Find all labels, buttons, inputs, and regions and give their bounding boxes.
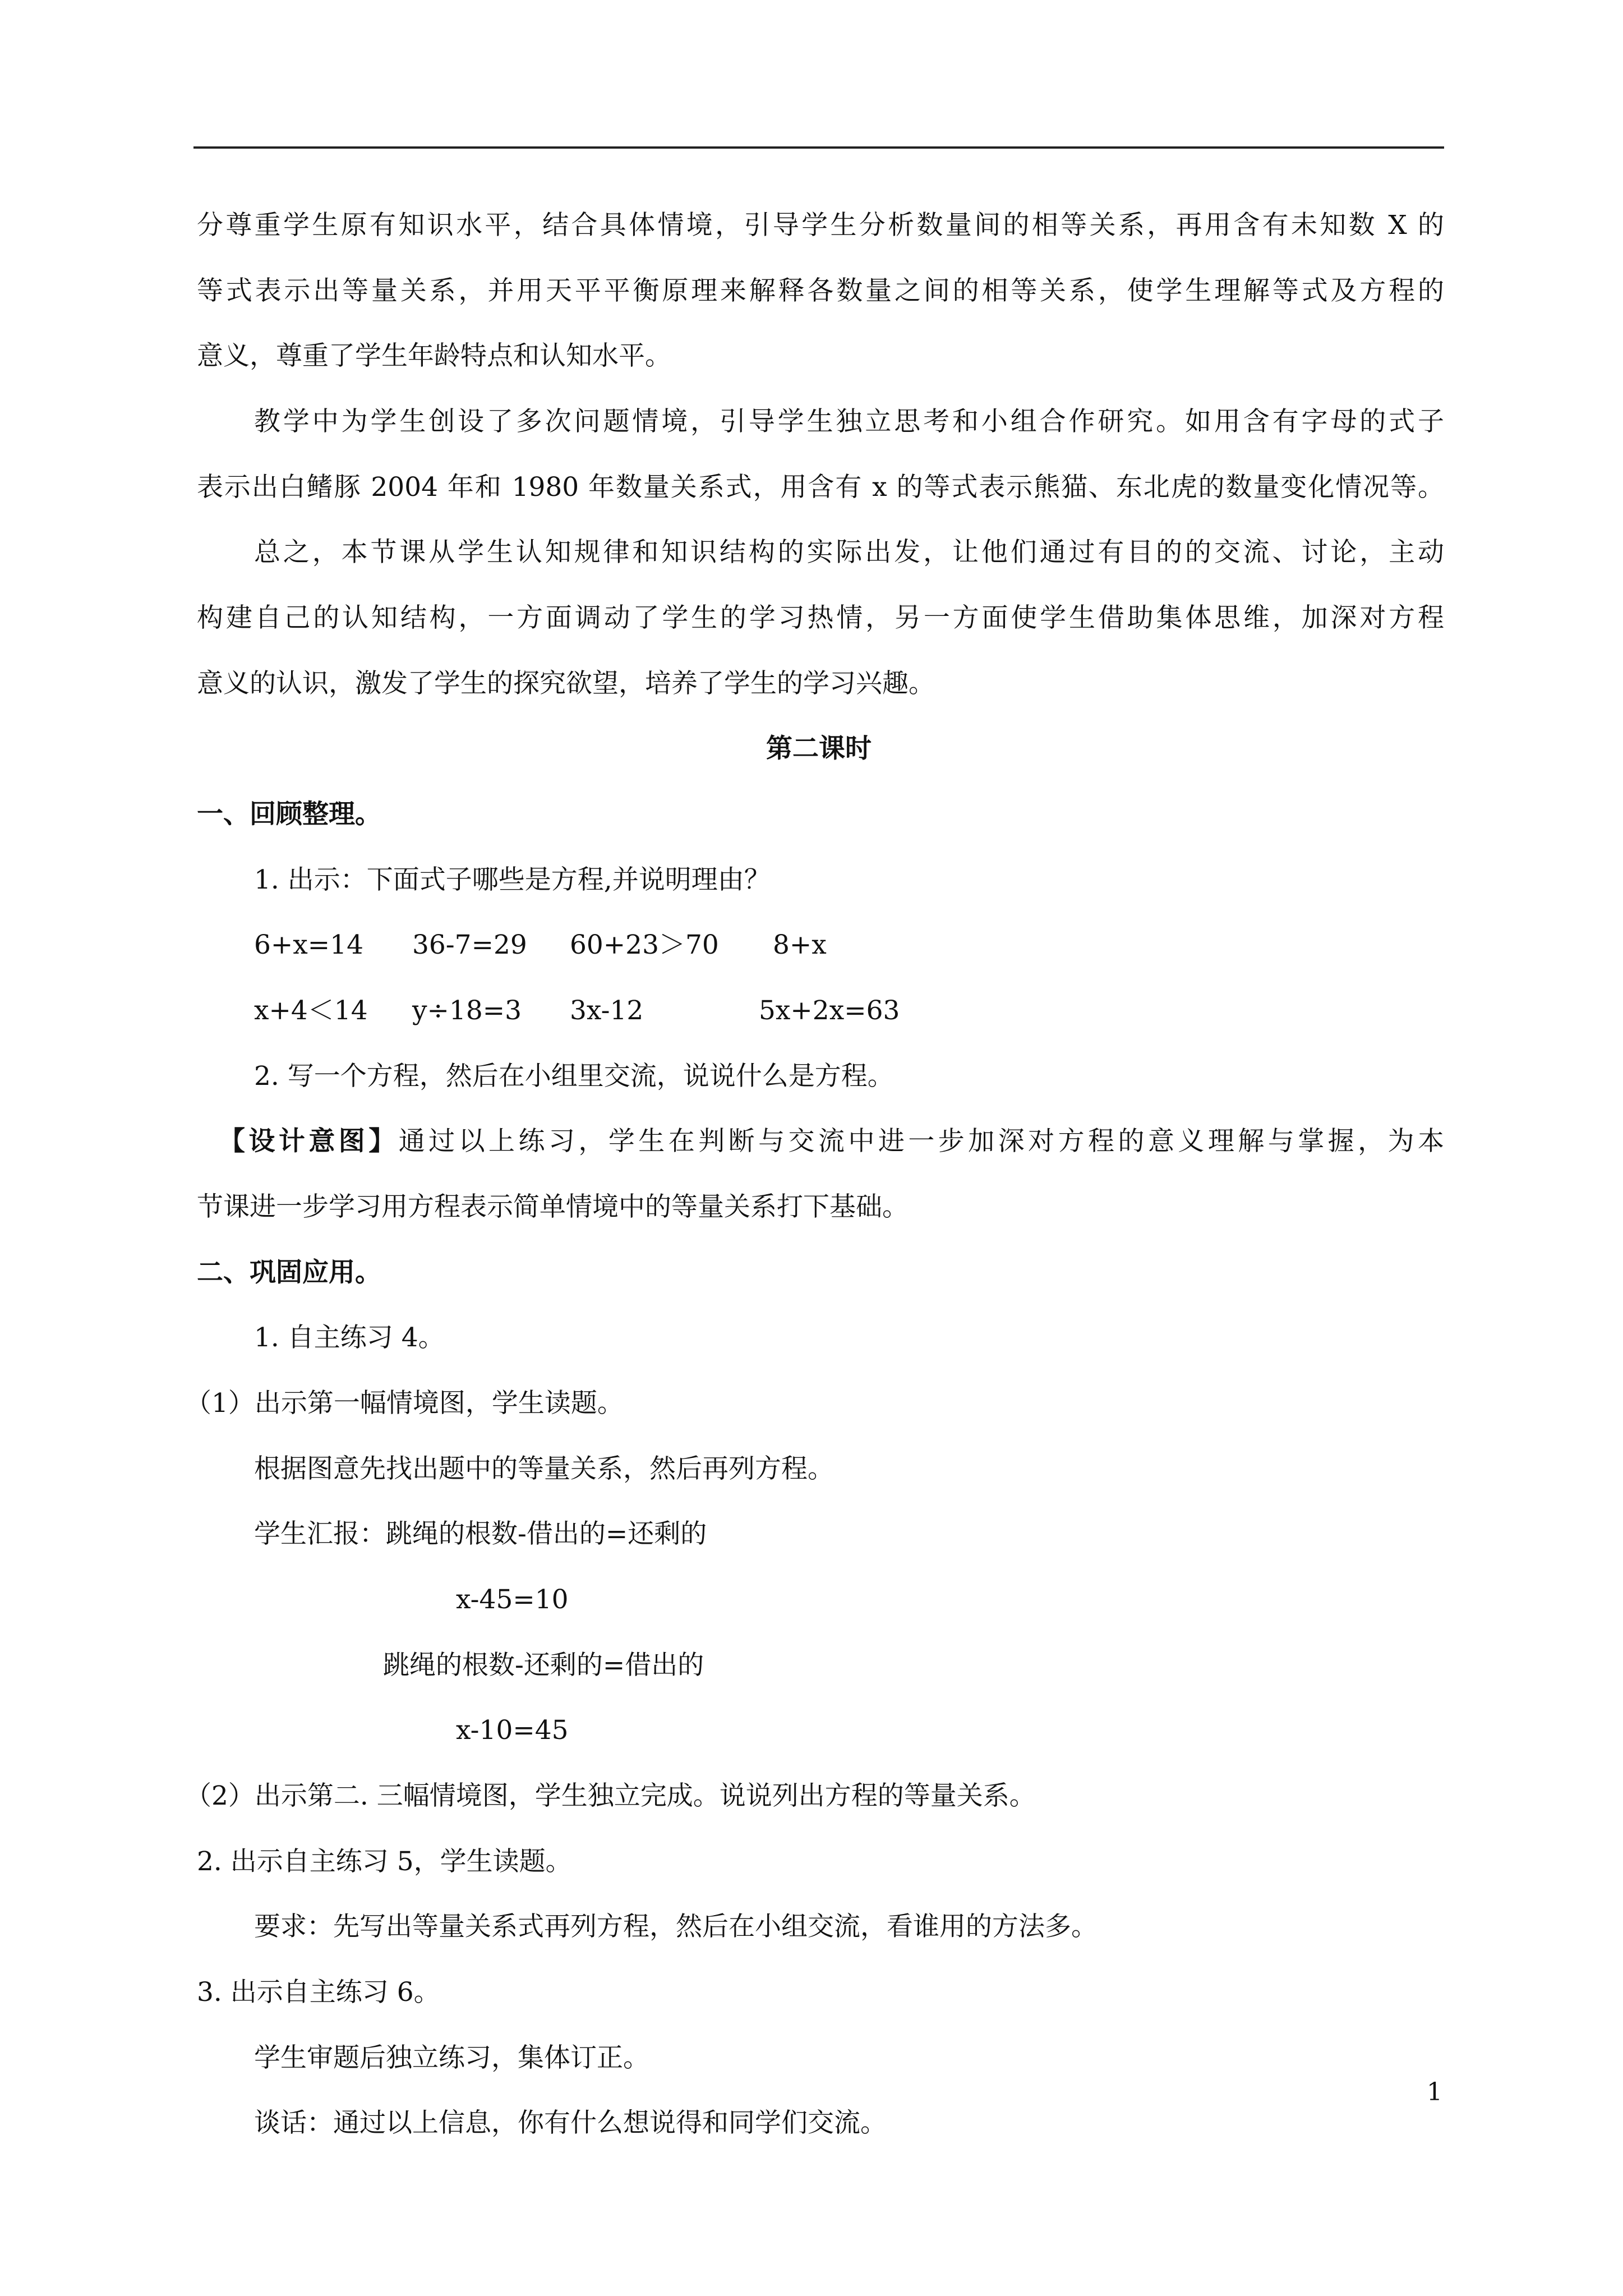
list-item: 1. 自主练习 4。 (254, 1322, 445, 1353)
design-intent-label: 【设计意图】 (219, 1126, 399, 1157)
page-number: 1 (1427, 2078, 1442, 2106)
list-item: 1. 出示：下面式子哪些是方程,并说明理由？ (254, 864, 771, 895)
paragraph-line: 谈话：通过以上信息，你有什么想说得和同学们交流。 (254, 2108, 887, 2138)
paragraph-line: 根据图意先找出题中的等量关系，然后再列方程。 (254, 1453, 834, 1484)
paragraph-line: 学生汇报：跳绳的根数-借出的=还剩的 (254, 1519, 707, 1549)
section-heading: 一、回顾整理。 (197, 799, 381, 830)
expression: 3x-12 (570, 995, 644, 1026)
paragraph-line: 构建自己的认知结构，一方面调动了学生的学习热情，另一方面使学生借助集体思维，加深对方程 (197, 602, 1444, 633)
paragraph-line: 教学中为学生创设了多次问题情境，引导学生独立思考和小组合作研究。如用含有字母的式子 (254, 406, 1444, 437)
expression: 6+x=14 (254, 930, 363, 960)
list-item: （2）出示第二. 三幅情境图，学生独立完成。说说列出方程的等量关系。 (185, 1780, 1036, 1811)
list-item: 2. 写一个方程，然后在小组里交流，说说什么是方程。 (254, 1061, 894, 1092)
expression: y÷18=3 (412, 995, 522, 1026)
paragraph-line: 意义的认识，激发了学生的探究欲望，培养了学生的学习兴趣。 (197, 668, 935, 699)
design-intent (219, 1124, 1444, 1159)
equation: x-10=45 (456, 1715, 569, 1746)
section-heading: 二、巩固应用。 (197, 1257, 381, 1288)
list-item: （1）出示第一幅情境图，学生读题。 (185, 1388, 624, 1419)
paragraph-line: 学生审题后独立练习，集体订正。 (254, 2042, 649, 2073)
list-item: 3. 出示自主练习 6。 (197, 1977, 440, 2008)
equation: x-45=10 (456, 1584, 569, 1615)
paragraph-line: 跳绳的根数-还剩的=借出的 (383, 1650, 704, 1681)
expression: 8+x (773, 930, 827, 960)
paragraph-line: 总之，本节课从学生认知规律和知识结构的实际出发，让他们通过有目的的交流、讨论，主动 (254, 537, 1444, 568)
list-item: 2. 出示自主练习 5，学生读题。 (197, 1846, 572, 1877)
expression: 5x+2x=63 (759, 995, 900, 1026)
paragraph-line: 要求：先写出等量关系式再列方程，然后在小组交流，看谁用的方法多。 (254, 1911, 1098, 1942)
paragraph-line: 表示出白鳍豚 2004 年和 1980 年数量关系式，用含有 x 的等式表示熊猫、东北虎的数量变化情况等。 (197, 472, 1444, 503)
expression: 36-7=29 (412, 930, 527, 960)
lesson-title: 第二课时 (766, 733, 872, 764)
expression: x+4＜14 (254, 995, 368, 1026)
paragraph-line: 意义，尊重了学生年龄特点和认知水平。 (197, 341, 671, 371)
design-intent-text: 通过以上练习，学生在判断与交流中进一步加深对方程的意义理解与掌握，为本 (398, 1126, 1445, 1157)
expression: 60+23＞70 (570, 930, 719, 960)
paragraph-line: 节课进一步学习用方程表示简单情境中的等量关系打下基础。 (197, 1191, 909, 1222)
paragraph-line: 等式表示出等量关系，并用天平平衡原理来解释各数量之间的相等关系，使学生理解等式及方程的 (197, 275, 1444, 306)
header-rule (193, 146, 1444, 149)
paragraph-line: 分尊重学生原有知识水平，结合具体情境，引导学生分析数量间的相等关系，再用含有未知数 X 的 (197, 210, 1444, 241)
